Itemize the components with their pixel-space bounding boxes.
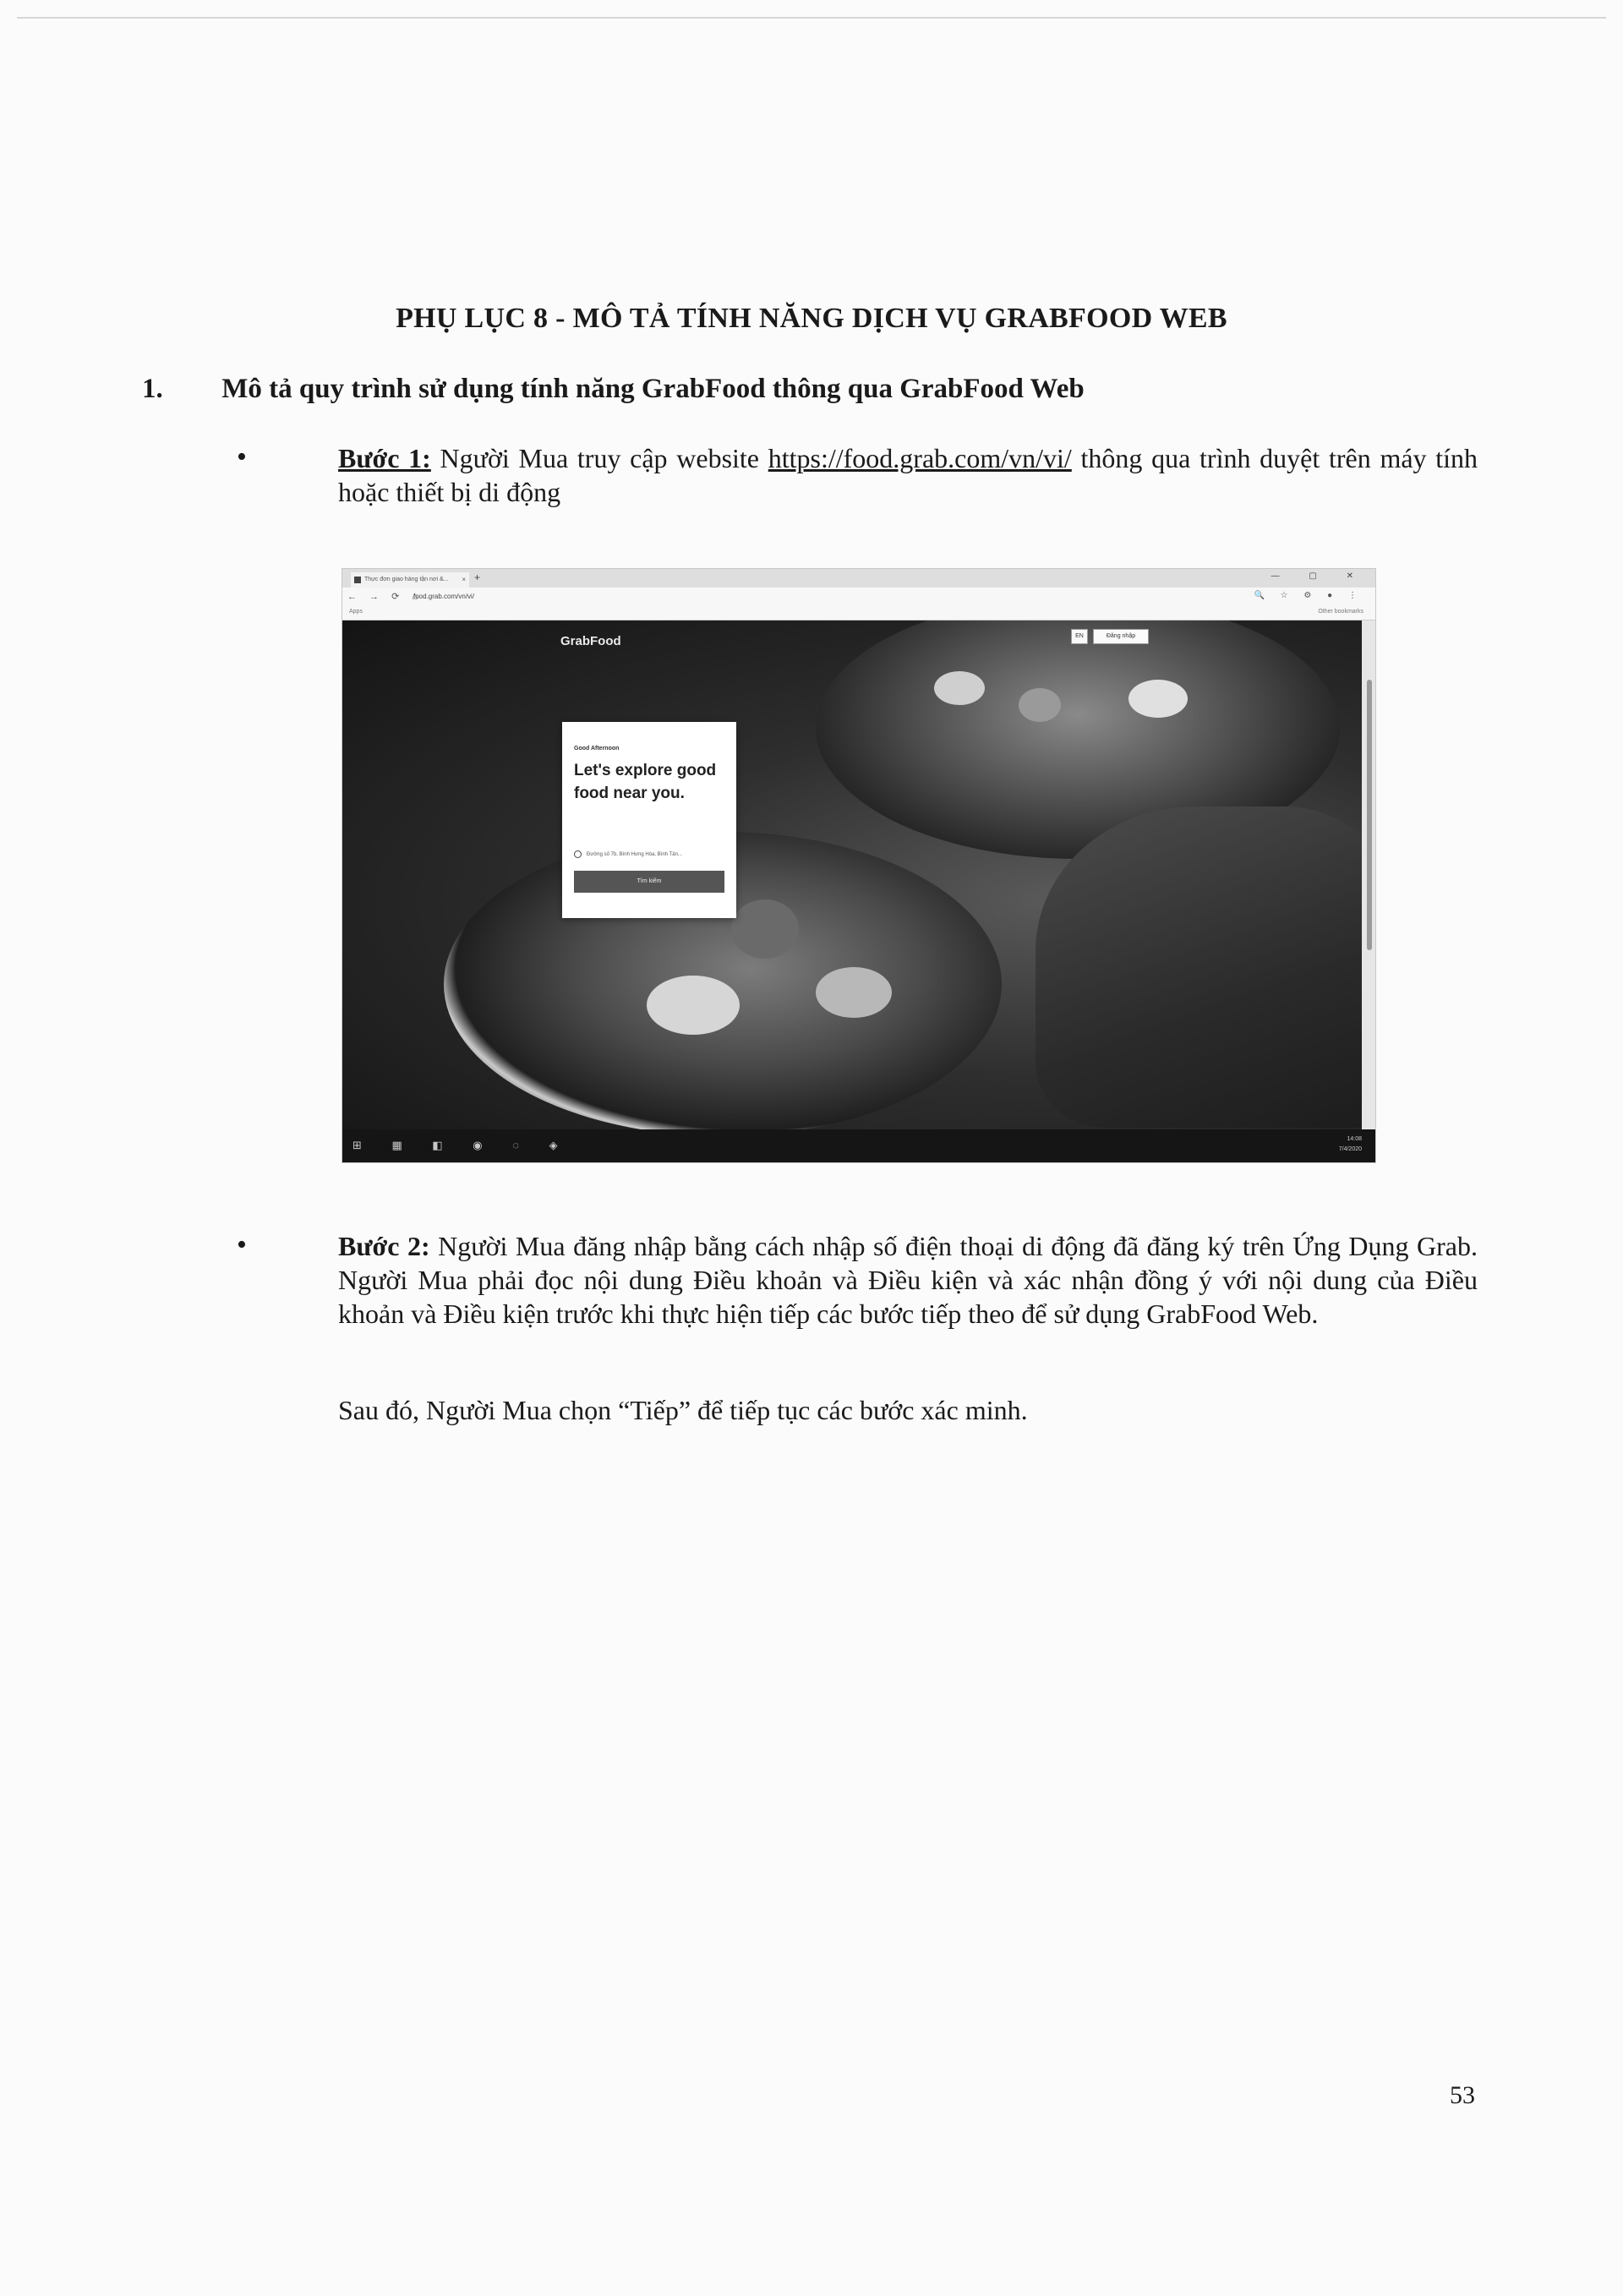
close-tab-icon[interactable]: × [462, 576, 466, 583]
bullet-step-2: • [237, 1229, 247, 1260]
browser-address-bar [342, 588, 1375, 606]
bullet-step-1: • [237, 441, 247, 473]
food-detail [934, 671, 985, 705]
bookmarks-apps[interactable]: Apps [349, 609, 363, 615]
taskbar-clock [1339, 1134, 1362, 1155]
step-1-text-after-link: thông qua trình duyệt trên máy tính hoặc thiết bị di động [338, 443, 1478, 507]
url-field[interactable]: food.grab.com/vn/vi/ [413, 593, 475, 600]
step-1-text-before-link: Người Mua truy cập website [430, 443, 768, 473]
language-button[interactable]: EN [1071, 629, 1088, 644]
browser-tab-bar [342, 569, 1375, 588]
food-detail [647, 976, 740, 1035]
bookmarks-bar [342, 606, 1375, 620]
greeting-text: Good Afternoon [574, 746, 620, 752]
bookmarks-other[interactable]: Other bookmarks [1318, 609, 1363, 615]
tab-title: Thực đơn giao hàng tận nơi &... [364, 577, 449, 582]
grabfood-website-link[interactable]: https://food.grab.com/vn/vi/ [768, 443, 1072, 473]
step-2-body: Người Mua đăng nhập bằng cách nhập số điện thoại di động đã đăng ký trên Ứng Dụng Grab. Người Mua phải đọc nội dung Điều khoản và Điều kiện và xác nhận đồng ý với nội dung của Điều khoản và Điều kiện trước khi thực hiện tiếp các bước tiếp theo để sử dụng GrabFood Web. [338, 1231, 1478, 1329]
search-button[interactable]: Tìm kiếm [574, 871, 724, 893]
step-2-text [338, 1229, 1478, 1331]
step-1-text [338, 441, 1478, 509]
browser-tab[interactable] [351, 572, 469, 588]
food-detail [731, 899, 799, 959]
clock-date: 7/4/2020 [1338, 1146, 1362, 1152]
page-number: 53 [1450, 2081, 1475, 2109]
location-input[interactable] [574, 850, 726, 858]
food-detail [816, 967, 892, 1018]
toolbar-icons[interactable]: 🔍 ☆ ⚙ ● ⋮ [1254, 591, 1363, 600]
scroll-thumb[interactable] [1367, 680, 1372, 950]
clock-time: 14:08 [1347, 1136, 1362, 1142]
grabfood-logo[interactable]: GrabFood [560, 634, 621, 648]
section-number: 1. [142, 374, 163, 404]
location-text: Đường số 7b, Bình Hưng Hòa, Bình Tân... [587, 852, 682, 858]
after-text: Sau đó, Người Mua chọn “Tiếp” để tiếp tục các bước xác minh. [338, 1395, 1028, 1425]
step-1-label: Bước 1: [338, 443, 431, 473]
location-pin-icon [574, 850, 582, 858]
top-rule [17, 17, 1606, 19]
grabfood-hero [342, 620, 1362, 1129]
hero-headline: Let's explore good food near you. [574, 762, 717, 802]
login-button[interactable]: Đăng nhập [1093, 629, 1149, 644]
page-title: PHỤ LỤC 8 - MÔ TẢ TÍNH NĂNG DỊCH VỤ GRABFOOD WEB [396, 303, 1227, 334]
step-2-label: Bước 2: [338, 1231, 430, 1261]
location-search-card [562, 722, 736, 918]
section-heading [142, 374, 1085, 405]
window-controls[interactable]: — ▢ ✕ [1271, 571, 1367, 581]
hand-image [1036, 806, 1362, 1128]
section-heading-text: Mô tả quy trình sử dụng tính năng GrabFood thông qua GrabFood Web [221, 374, 1085, 404]
new-tab-icon[interactable]: + [474, 571, 481, 583]
food-detail [1128, 680, 1188, 718]
nav-buttons[interactable]: ← → ⟳ ⌂ [347, 592, 424, 602]
taskbar-icons[interactable]: ⊞ ▦ ◧ ◉ ◌ ◈ [352, 1139, 571, 1151]
food-detail [1019, 688, 1061, 722]
scrollbar[interactable] [1362, 620, 1375, 1129]
windows-taskbar [342, 1129, 1375, 1162]
grabfood-screenshot [342, 568, 1376, 1163]
favicon-icon [354, 577, 361, 583]
